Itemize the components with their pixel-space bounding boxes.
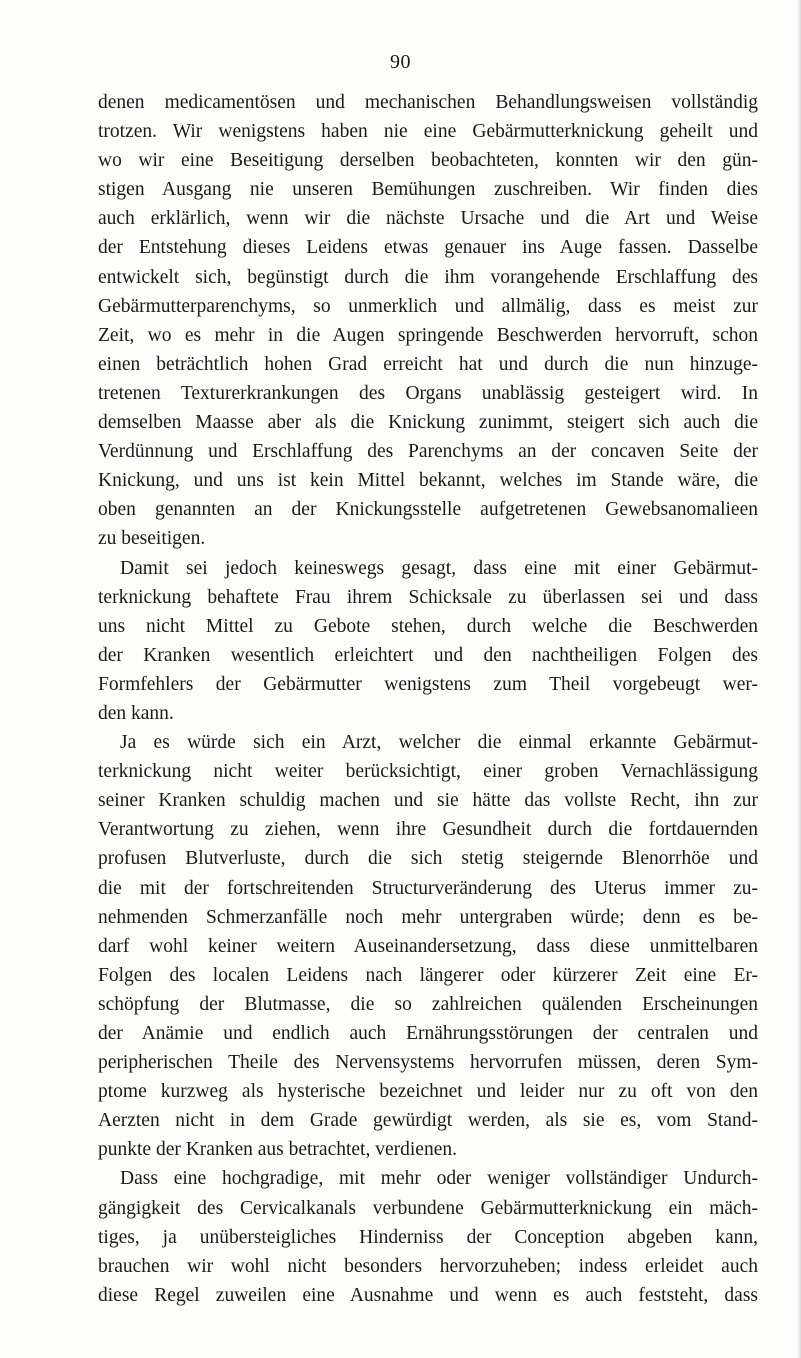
text-line: Verdünnung und Erschlaffung des Parenchyms an der concaven Seite der: [98, 441, 758, 463]
text-line: demselben Maasse aber als die Knickung zunimmt, steigert sich auch die: [98, 412, 758, 434]
text-line: uns nicht Mittel zu Gebote stehen, durch welche die Beschwerden: [98, 615, 758, 637]
text-line: entwickelt sich, begünstigt durch die ihm vorangehende Erschlaffung des: [98, 266, 758, 288]
text-line: die mit der fortschreitenden Structurveränderung des Uterus immer zu-: [98, 877, 758, 899]
text-line: trotzen. Wir wenigstens haben nie eine Gebärmutterknickung geheilt und: [98, 121, 758, 143]
text-line: Ja es würde sich ein Arzt, welcher die einmal erkannte Gebärmut-: [120, 732, 758, 754]
text-line: der Kranken wesentlich erleichtert und den nachtheiligen Folgen des: [98, 644, 758, 666]
text-line: Damit sei jedoch keineswegs gesagt, dass eine mit einer Gebärmut-: [120, 557, 758, 579]
text-line: diese Regel zuweilen eine Ausnahme und wenn es auch feststeht, dass: [98, 1284, 758, 1306]
text-line: Knickung, und uns ist kein Mittel bekannt, welches im Stande wäre, die: [98, 470, 758, 492]
text-line: Formfehlers der Gebärmutter wenigstens zum Theil vorgebeugt wer-: [98, 673, 758, 695]
text-line: auch erklärlich, wenn wir die nächste Ursache und die Art und Weise: [98, 208, 758, 230]
text-line: Zeit, wo es mehr in die Augen springende Beschwerden hervorruft, schon: [98, 324, 758, 346]
text-line: punkte der Kranken aus betrachtet, verdienen.: [98, 1139, 457, 1161]
text-line: der Entstehung dieses Leidens etwas genauer ins Auge fassen. Dasselbe: [98, 237, 758, 259]
text-line: terknickung behaftete Frau ihrem Schicksale zu überlassen sei und dass: [98, 586, 758, 608]
text-line: profusen Blutverluste, durch die sich stetig steigernde Blenorrhöe und: [98, 848, 758, 870]
text-line: Dass eine hochgradige, mit mehr oder weniger vollständiger Undurch-: [120, 1168, 758, 1190]
text-line: Aerzten nicht in dem Grade gewürdigt werden, als sie es, vom Stand-: [98, 1110, 758, 1132]
text-line: einen beträchtlich hohen Grad erreicht hat und durch die nun hinzuge-: [98, 353, 758, 375]
text-line: ptome kurzweg als hysterische bezeichnet und leider nur zu oft von den: [98, 1081, 758, 1103]
page-edge: [797, 0, 801, 1358]
text-line: Folgen des localen Leidens nach längerer oder kürzerer Zeit eine Er-: [98, 964, 758, 986]
text-line: schöpfung der Blutmasse, die so zahlreichen quälenden Erscheinungen: [98, 993, 758, 1015]
text-line: Gebärmutterparenchyms, so unmerklich und allmälig, dass es meist zur: [98, 295, 758, 317]
page-number: 90: [390, 51, 411, 73]
text-line: Verantwortung zu ziehen, wenn ihre Gesundheit durch die fortdauernden: [98, 819, 758, 841]
text-line: den kann.: [98, 702, 174, 724]
text-line: tretenen Texturerkrankungen des Organs unablässig gesteigert wird. In: [98, 382, 758, 404]
text-line: nehmenden Schmerzanfälle noch mehr untergraben würde; denn es be-: [98, 906, 758, 928]
text-line: zu beseitigen.: [98, 528, 206, 550]
text-line: der Anämie und endlich auch Ernährungsstörungen der centralen und: [98, 1023, 758, 1044]
text-line: gängigkeit des Cervicalkanals verbundene Gebärmutterknickung ein mäch-: [98, 1197, 758, 1219]
body-text: [98, 88, 758, 1310]
text-line: tiges, ja unübersteigliches Hinderniss der Conception abgeben kann,: [98, 1226, 758, 1248]
text-line: terknickung nicht weiter berücksichtigt, einer groben Vernachlässigung: [98, 761, 758, 783]
text-line: seiner Kranken schuldig machen und sie hätte das vollste Recht, ihn zur: [98, 790, 758, 812]
text-line: stigen Ausgang nie unseren Bemühungen zuschreiben. Wir finden dies: [98, 179, 758, 201]
text-line: peripherischen Theile des Nervensystems hervorrufen müssen, deren Sym-: [98, 1052, 758, 1074]
text-line: brauchen wir wohl nicht besonders hervorzuheben; indess erleidet auch: [98, 1255, 758, 1277]
text-line: denen medicamentösen und mechanischen Behandlungsweisen vollständig: [98, 92, 758, 113]
text-line: wo wir eine Beseitigung derselben beobachteten, konnten wir den gün-: [98, 150, 758, 172]
text-line: darf wohl keiner weitern Auseinandersetzung, dass diese unmittelbaren: [98, 935, 758, 957]
text-line: oben genannten an der Knickungsstelle aufgetretenen Gewebsanomalieen: [98, 499, 758, 521]
